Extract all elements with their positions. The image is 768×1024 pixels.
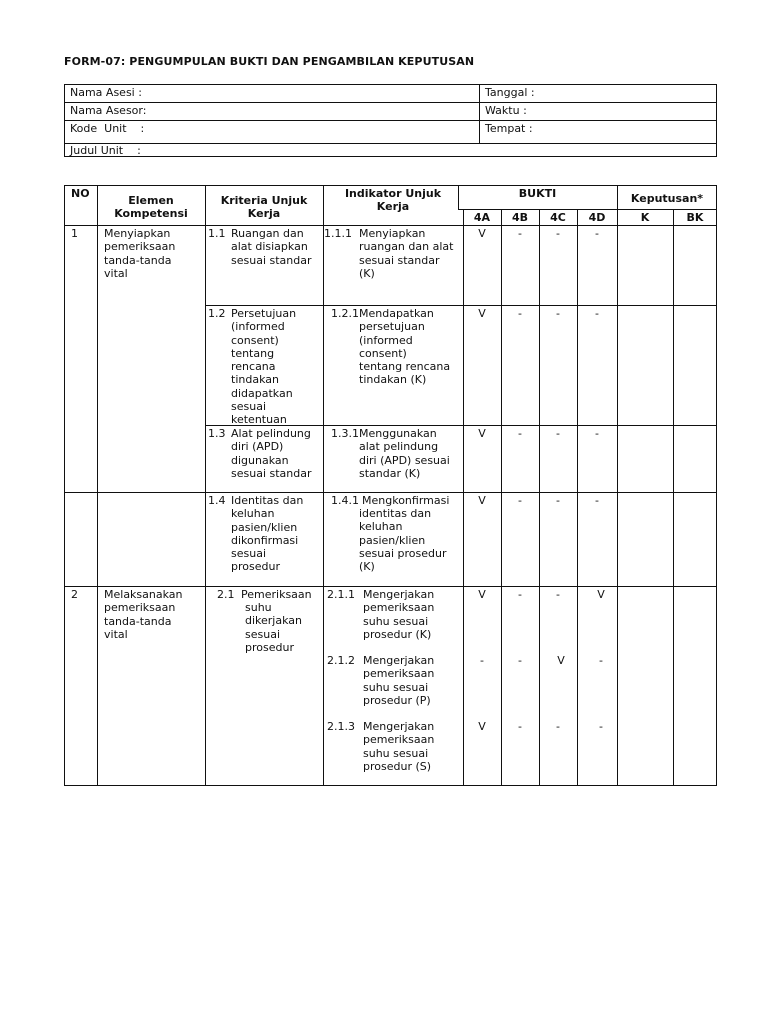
mark-2-1-2-4d: - (599, 654, 603, 667)
indikator-1-3-1: Menggunakan alat pelindung diri (APD) sesuai standar (K) (359, 427, 450, 480)
indikator-2-1-2-num: 2.1.2 (327, 654, 355, 667)
mark-1-2-1-4b: - (518, 307, 522, 320)
mark-2-1-3-4b: - (518, 720, 522, 733)
row-no-1: 1 (71, 227, 78, 240)
header-bk: BK (686, 211, 704, 224)
indikator-2-1-2: Mengerjakan pemeriksaan suhu sesuai prosedur (P) (363, 654, 435, 707)
mark-1-4-1-4b: - (518, 494, 522, 507)
kriteria-1-1: Ruangan dan alat disiapkan sesuai standar (231, 227, 312, 267)
mark-2-1-3-4a: V (478, 720, 486, 733)
mark-1-1-1-4c: - (556, 227, 560, 240)
mark-1-4-1-4c: - (556, 494, 560, 507)
kriteria-1-2: Persetujuan (informed consent) tentang rencana tindakan didapatkan sesuai ketentuan (231, 307, 297, 427)
mark-2-1-2-4c: V (557, 654, 565, 667)
mark-2-1-1-4c: - (556, 588, 560, 601)
mark-1-2-1-4a: V (478, 307, 486, 320)
indikator-2-1-3: Mengerjakan pemeriksaan suhu sesuai prosedur (S) (363, 720, 435, 773)
info-table (64, 84, 717, 157)
header-bukti: BUKTI (518, 187, 557, 200)
nama-asesor-label: Nama Asesor: (70, 104, 147, 117)
mark-1-4-1-4d: - (595, 494, 599, 507)
form-title: FORM-07: PENGUMPULAN BUKTI DAN PENGAMBILAN KEPUTUSAN (64, 55, 475, 68)
indikator-2-1-1: Mengerjakan pemeriksaan suhu sesuai prosedur (K) (363, 588, 435, 641)
header-kriteria-2: Kerja (247, 207, 281, 220)
kriteria-1-4-num: 1.4 (208, 494, 226, 507)
mark-1-1-1-4d: - (595, 227, 599, 240)
mark-1-4-1-4a: V (478, 494, 486, 507)
indikator-1-4-1-num: 1.4.1 (331, 494, 359, 507)
kode-unit-label: Kode Unit : (70, 122, 145, 135)
tempat-label: Tempat : (485, 122, 533, 135)
header-no: NO (71, 187, 90, 200)
indikator-1-1-1: Menyiapkan ruangan dan alat sesuai standar (K) (359, 227, 454, 280)
indikator-1-4-1: identitas dan keluhan pasien/klien sesuai prosedur (K) (359, 507, 447, 574)
header-k: K (640, 211, 650, 224)
mark-1-3-1-4b: - (518, 427, 522, 440)
elemen-1: Menyiapkan pemeriksaan tanda-tanda vital (104, 227, 176, 280)
mark-1-3-1-4c: - (556, 427, 560, 440)
indikator-1-1-1-num: 1.1.1 (324, 227, 352, 240)
waktu-label: Waktu : (485, 104, 527, 117)
header-elemen-2: Kompetensi (114, 207, 188, 220)
indikator-2-1-3-num: 2.1.3 (327, 720, 355, 733)
indikator-2-1-1-num: 2.1.1 (327, 588, 355, 601)
assessment-table (64, 185, 717, 786)
mark-1-3-1-4d: - (595, 427, 599, 440)
nama-asesi-label: Nama Asesi : (70, 86, 142, 99)
kriteria-1-4: Identitas dan keluhan pasien/klien dikonfirmasi sesuai prosedur (231, 494, 304, 574)
kriteria-2-1: suhu dikerjakan sesuai prosedur (245, 601, 302, 654)
mark-1-1-1-4b: - (518, 227, 522, 240)
header-4a: 4A (473, 211, 491, 224)
mark-2-1-1-4b: - (518, 588, 522, 601)
kriteria-1-3: Alat pelindung diri (APD) digunakan sesuai standar (231, 427, 312, 480)
kriteria-2-1-first: Pemeriksaan (241, 588, 312, 601)
header-4c: 4C (550, 211, 566, 224)
header-indikator-1: Indikator Unjuk (344, 187, 442, 200)
indikator-1-2-1: Mendapatkan persetujuan (informed consent) tentang rencana tindakan (K) (359, 307, 451, 387)
tanggal-label: Tanggal : (485, 86, 535, 99)
header-elemen-1: Elemen (128, 194, 174, 207)
kriteria-2-1-num: 2.1 (217, 588, 235, 601)
mark-1-2-1-4c: - (556, 307, 560, 320)
indikator-1-4-1-first: Mengkonfirmasi (362, 494, 450, 507)
elemen-2: Melaksanakan pemeriksaan tanda-tanda vital (104, 588, 183, 641)
mark-1-1-1-4a: V (478, 227, 486, 240)
mark-2-1-1-4a: V (478, 588, 486, 601)
kriteria-1-2-num: 1.2 (208, 307, 226, 320)
mark-2-1-2-4a: - (480, 654, 484, 667)
mark-2-1-3-4c: - (556, 720, 560, 733)
indikator-1-2-1-num: 1.2.1 (331, 307, 359, 320)
mark-2-1-2-4b: - (518, 654, 522, 667)
judul-unit-label: Judul Unit : (70, 144, 141, 157)
header-keputusan: Keputusan* (630, 192, 704, 205)
mark-2-1-1-4d: V (597, 588, 605, 601)
indikator-1-3-1-num: 1.3.1 (331, 427, 359, 440)
kriteria-1-1-num: 1.1 (208, 227, 226, 240)
mark-2-1-3-4d: - (599, 720, 603, 733)
mark-1-3-1-4a: V (478, 427, 486, 440)
header-kriteria-1: Kriteria Unjuk (220, 194, 308, 207)
header-4b: 4B (511, 211, 529, 224)
header-4d: 4D (588, 211, 606, 224)
kriteria-1-3-num: 1.3 (208, 427, 226, 440)
row-no-2: 2 (71, 588, 78, 601)
mark-1-2-1-4d: - (595, 307, 599, 320)
header-indikator-2: Kerja (376, 200, 410, 213)
